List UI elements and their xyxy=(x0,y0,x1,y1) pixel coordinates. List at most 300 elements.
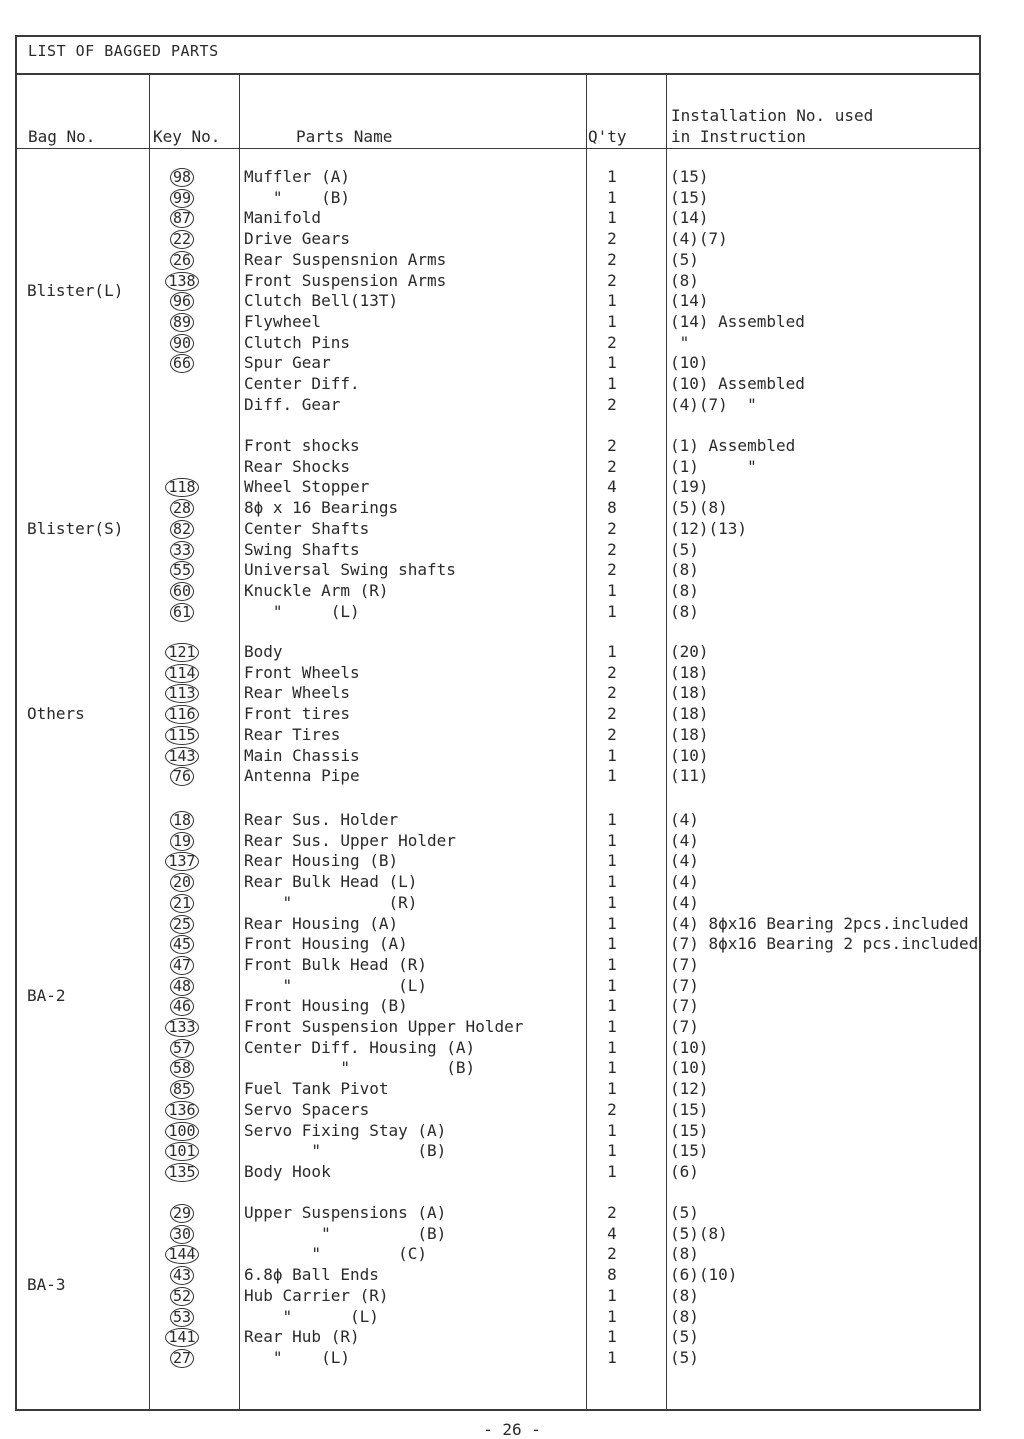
key-number: 46 xyxy=(170,997,194,1016)
key-number: 121 xyxy=(165,643,198,662)
key-number: 55 xyxy=(170,561,194,580)
quantity: 1 xyxy=(607,311,617,331)
header-parts-name: Parts Name xyxy=(296,127,393,146)
table-row xyxy=(0,893,1024,914)
part-name: Main Chassis xyxy=(244,745,360,765)
installation-no: (4)(7) xyxy=(670,229,728,249)
part-name: Body Hook xyxy=(244,1161,331,1181)
part-name: Rear Sus. Holder xyxy=(244,810,399,829)
quantity: 1 xyxy=(607,872,617,892)
part-name: Rear Wheels xyxy=(244,683,350,703)
table-row xyxy=(0,477,1024,498)
table-row xyxy=(0,746,1024,767)
table-row xyxy=(0,395,1024,416)
key-number-cell xyxy=(157,851,207,872)
installation-no: (10) xyxy=(670,1058,709,1078)
key-number: 114 xyxy=(165,664,198,683)
part-name: " (B) xyxy=(244,187,350,207)
table-row xyxy=(0,872,1024,893)
key-number: 90 xyxy=(170,334,194,353)
installation-no: (8) xyxy=(670,560,699,580)
title-divider xyxy=(15,73,981,75)
key-number-cell xyxy=(157,1307,207,1328)
quantity: 2 xyxy=(607,704,617,724)
table-row xyxy=(0,831,1024,852)
table-row xyxy=(0,1121,1024,1142)
key-number-cell xyxy=(157,831,207,852)
installation-no: (5) xyxy=(670,1203,699,1222)
header-qty: Q'ty xyxy=(588,127,627,146)
quantity: 2 xyxy=(607,683,617,703)
installation-no: (18) xyxy=(670,662,709,682)
quantity: 8 xyxy=(607,498,617,518)
key-number: 87 xyxy=(170,209,194,228)
installation-no: (7) xyxy=(670,954,699,974)
installation-no: (1) " xyxy=(670,456,757,476)
quantity: 2 xyxy=(607,518,617,538)
page-number: - 26 - xyxy=(483,1420,541,1439)
key-number: 27 xyxy=(170,1349,194,1368)
key-number-cell xyxy=(157,872,207,893)
part-name: Front tires xyxy=(244,704,350,724)
quantity: 1 xyxy=(607,913,617,933)
part-name: Wheel Stopper xyxy=(244,477,370,497)
quantity: 8 xyxy=(607,1265,617,1285)
key-number-cell xyxy=(157,271,207,292)
installation-no: (8) xyxy=(670,1285,699,1305)
key-number-cell xyxy=(157,519,207,540)
installation-no: (5) xyxy=(670,1347,699,1367)
key-number: 25 xyxy=(170,915,194,934)
key-number: 47 xyxy=(170,956,194,975)
quantity: 1 xyxy=(607,934,617,954)
key-number: 21 xyxy=(170,894,194,913)
table-row xyxy=(0,766,1024,787)
part-name: Diff. Gear xyxy=(244,394,341,414)
installation-no: (4) xyxy=(670,830,699,850)
table-row xyxy=(0,1286,1024,1307)
quantity: 2 xyxy=(607,1099,617,1119)
header-divider xyxy=(15,148,981,149)
quantity: 1 xyxy=(607,1141,617,1161)
table-row xyxy=(0,1038,1024,1059)
key-number: 135 xyxy=(165,1163,198,1182)
header-installation-line1: Installation No. used xyxy=(671,106,874,125)
table-row xyxy=(0,519,1024,540)
installation-no: (8) xyxy=(670,601,699,621)
installation-no: (19) xyxy=(670,477,709,497)
installation-no: (12) xyxy=(670,1079,709,1099)
key-number-cell xyxy=(157,1327,207,1348)
key-number: 26 xyxy=(170,251,194,270)
installation-no: (4) xyxy=(670,892,699,912)
key-number-cell xyxy=(157,250,207,271)
key-number: 82 xyxy=(170,520,194,539)
part-name: " (L) xyxy=(244,1347,350,1367)
key-number: 76 xyxy=(170,767,194,786)
part-name: " (L) xyxy=(244,975,428,995)
installation-no: (15) xyxy=(670,167,709,186)
table-row xyxy=(0,934,1024,955)
installation-no: (11) xyxy=(670,766,709,786)
installation-no: (8) xyxy=(670,270,699,290)
key-number-cell xyxy=(157,1079,207,1100)
part-name: Spur Gear xyxy=(244,353,331,373)
installation-no: (6)(10) xyxy=(670,1265,738,1285)
part-name: Clutch Bell(13T) xyxy=(244,291,399,311)
quantity: 2 xyxy=(607,662,617,682)
key-number-cell xyxy=(157,312,207,333)
quantity: 1 xyxy=(607,580,617,600)
part-name: Muffler (A) xyxy=(244,167,350,186)
key-number: 137 xyxy=(165,852,198,871)
part-name: Front Suspension Arms xyxy=(244,270,447,290)
part-name: Rear Shocks xyxy=(244,456,350,476)
quantity: 1 xyxy=(607,1327,617,1347)
quantity: 1 xyxy=(607,1347,617,1367)
key-number: 118 xyxy=(165,478,198,497)
part-name: Knuckle Arm (R) xyxy=(244,580,389,600)
installation-no: (5) xyxy=(670,249,699,269)
key-number-cell xyxy=(157,893,207,914)
installation-no: (7) xyxy=(670,996,699,1016)
installation-no: (6) xyxy=(670,1161,699,1181)
table-row xyxy=(0,229,1024,250)
quantity: 2 xyxy=(607,394,617,414)
quantity: 1 xyxy=(607,892,617,912)
key-number: 48 xyxy=(170,977,194,996)
table-row xyxy=(0,996,1024,1017)
key-number: 115 xyxy=(165,726,198,745)
part-name: Rear Housing (A) xyxy=(244,913,399,933)
part-name: Flywheel xyxy=(244,311,322,331)
part-name: Servo Fixing Stay (A) xyxy=(244,1120,447,1140)
table-row xyxy=(0,851,1024,872)
installation-no: (8) xyxy=(670,1306,699,1326)
installation-no: (8) xyxy=(670,1244,699,1264)
table-row xyxy=(0,1017,1024,1038)
table-row xyxy=(0,333,1024,354)
quantity: 1 xyxy=(607,187,617,207)
key-number-cell xyxy=(157,642,207,663)
installation-no: (4) xyxy=(670,872,699,892)
table-row xyxy=(0,436,1024,457)
key-number: 144 xyxy=(165,1245,198,1264)
part-name: " (B) xyxy=(244,1223,447,1243)
key-number-cell xyxy=(157,683,207,704)
part-name: " (L) xyxy=(244,1306,379,1326)
installation-no: (18) xyxy=(670,724,709,744)
part-name: Universal Swing shafts xyxy=(244,560,456,580)
table-row xyxy=(0,1162,1024,1183)
key-number: 52 xyxy=(170,1287,194,1306)
part-name: 8ϕ x 16 Bearings xyxy=(244,498,399,518)
header-key-no: Key No. xyxy=(153,127,221,146)
table-row xyxy=(0,642,1024,663)
quantity: 1 xyxy=(607,1037,617,1057)
part-name: Body xyxy=(244,642,283,661)
part-name: Upper Suspensions (A) xyxy=(244,1203,447,1222)
table-row xyxy=(0,1265,1024,1286)
quantity: 4 xyxy=(607,1223,617,1243)
installation-no: (8) xyxy=(670,580,699,600)
part-name: " (B) xyxy=(244,1058,476,1078)
key-number-cell xyxy=(157,663,207,684)
quantity: 1 xyxy=(607,374,617,393)
table-row xyxy=(0,725,1024,746)
key-number: 141 xyxy=(165,1328,198,1347)
table-row xyxy=(0,1058,1024,1079)
quantity: 2 xyxy=(607,560,617,580)
part-name: Rear Housing (B) xyxy=(244,851,399,871)
table-row xyxy=(0,1141,1024,1162)
key-number-cell xyxy=(157,1141,207,1162)
key-number: 43 xyxy=(170,1266,194,1285)
table-row xyxy=(0,167,1024,188)
key-number: 45 xyxy=(170,935,194,954)
installation-no: (10) xyxy=(670,1037,709,1057)
part-name: Clutch Pins xyxy=(244,332,350,352)
part-name: " (B) xyxy=(244,1141,447,1161)
table-row xyxy=(0,271,1024,292)
key-number: 22 xyxy=(170,230,194,249)
table-row xyxy=(0,208,1024,229)
quantity: 2 xyxy=(607,1244,617,1264)
installation-no: (5) xyxy=(670,1327,699,1347)
key-number: 136 xyxy=(165,1101,198,1120)
bag-label: BA-2 xyxy=(27,985,66,1005)
table-row xyxy=(0,1348,1024,1369)
installation-no: (18) xyxy=(670,683,709,703)
key-number-cell xyxy=(157,1058,207,1079)
key-number-cell xyxy=(157,810,207,831)
part-name: Front Bulk Head (R) xyxy=(244,954,428,974)
part-name: Front Housing (A) xyxy=(244,934,408,954)
key-number-cell xyxy=(157,167,207,188)
quantity: 1 xyxy=(607,954,617,974)
bag-label: BA-3 xyxy=(27,1275,66,1295)
table-row xyxy=(0,955,1024,976)
key-number-cell xyxy=(157,540,207,561)
table-row xyxy=(0,498,1024,519)
part-name: Rear Suspensnion Arms xyxy=(244,249,447,269)
key-number-cell xyxy=(157,602,207,623)
key-number: 57 xyxy=(170,1039,194,1058)
part-name: Rear Sus. Upper Holder xyxy=(244,830,456,850)
table-row xyxy=(0,1327,1024,1348)
key-number-cell xyxy=(157,498,207,519)
key-number-cell xyxy=(157,704,207,725)
quantity: 1 xyxy=(607,353,617,373)
table-row xyxy=(0,704,1024,725)
key-number-cell xyxy=(157,1017,207,1038)
quantity: 1 xyxy=(607,291,617,311)
part-name: Front Wheels xyxy=(244,662,360,682)
installation-no: (15) xyxy=(670,1120,709,1140)
table-row xyxy=(0,457,1024,478)
part-name: 6.8ϕ Ball Ends xyxy=(244,1265,379,1285)
table-row xyxy=(0,663,1024,684)
part-name: Center Diff. Housing (A) xyxy=(244,1037,476,1057)
key-number: 133 xyxy=(165,1018,198,1037)
key-number-cell xyxy=(157,1265,207,1286)
quantity: 2 xyxy=(607,332,617,352)
quantity: 1 xyxy=(607,996,617,1016)
part-name: Manifold xyxy=(244,208,322,228)
quantity: 1 xyxy=(607,1161,617,1181)
quantity: 1 xyxy=(607,601,617,621)
installation-no: " xyxy=(670,332,690,352)
quantity: 2 xyxy=(607,270,617,290)
key-number-cell xyxy=(157,1244,207,1265)
table-row xyxy=(0,1224,1024,1245)
part-name: Rear Hub (R) xyxy=(244,1327,360,1347)
key-number: 28 xyxy=(170,499,194,518)
installation-no: (20) xyxy=(670,642,709,661)
part-name: Antenna Pipe xyxy=(244,766,360,786)
installation-no: (14) xyxy=(670,208,709,228)
page-title: LIST OF BAGGED PARTS xyxy=(28,42,219,60)
table-row xyxy=(0,1307,1024,1328)
part-name: Front Suspension Upper Holder xyxy=(244,1017,524,1036)
bag-label: Blister(L) xyxy=(27,280,124,300)
quantity: 1 xyxy=(607,1285,617,1305)
installation-no: (7) xyxy=(670,1017,699,1036)
quantity: 1 xyxy=(607,167,617,186)
installation-no: (4) xyxy=(670,851,699,871)
key-number-cell xyxy=(157,934,207,955)
installation-no: (15) xyxy=(670,1099,709,1119)
quantity: 1 xyxy=(607,851,617,871)
key-number: 33 xyxy=(170,541,194,560)
installation-no: (15) xyxy=(670,187,709,207)
key-number: 96 xyxy=(170,292,194,311)
bag-label: Blister(S) xyxy=(27,518,124,538)
key-number-cell xyxy=(157,746,207,767)
key-number: 138 xyxy=(165,272,198,291)
quantity: 2 xyxy=(607,1203,617,1222)
quantity: 1 xyxy=(607,975,617,995)
key-number-cell xyxy=(157,1038,207,1059)
installation-no: (5)(8) xyxy=(670,498,728,518)
key-number: 19 xyxy=(170,832,194,851)
key-number: 89 xyxy=(170,313,194,332)
part-name: Rear Tires xyxy=(244,724,341,744)
key-number-cell xyxy=(157,1162,207,1183)
part-name: Hub Carrier (R) xyxy=(244,1285,389,1305)
quantity: 1 xyxy=(607,766,617,786)
key-number: 20 xyxy=(170,873,194,892)
quantity: 4 xyxy=(607,477,617,497)
key-number: 101 xyxy=(165,1142,198,1161)
key-number-cell xyxy=(157,766,207,787)
key-number: 53 xyxy=(170,1308,194,1327)
quantity: 1 xyxy=(607,1079,617,1099)
key-number-cell xyxy=(157,1203,207,1224)
part-name: Rear Bulk Head (L) xyxy=(244,872,418,892)
key-number: 85 xyxy=(170,1080,194,1099)
part-name: Fuel Tank Pivot xyxy=(244,1079,389,1099)
key-number: 99 xyxy=(170,189,194,208)
key-number-cell xyxy=(157,560,207,581)
key-number-cell xyxy=(157,914,207,935)
part-name: Front shocks xyxy=(244,436,360,455)
part-name: Swing Shafts xyxy=(244,539,360,559)
quantity: 2 xyxy=(607,436,617,455)
table-row xyxy=(0,374,1024,395)
table-row xyxy=(0,312,1024,333)
installation-no: (10) xyxy=(670,745,709,765)
key-number: 100 xyxy=(165,1122,198,1141)
installation-no: (12)(13) xyxy=(670,518,748,538)
header-bag-no: Bag No. xyxy=(28,127,96,146)
table-row xyxy=(0,914,1024,935)
key-number: 18 xyxy=(170,811,194,830)
part-name: Center Diff. xyxy=(244,374,360,393)
table-row xyxy=(0,188,1024,209)
header-installation-line2: in Instruction xyxy=(671,127,806,146)
installation-no: (18) xyxy=(670,704,709,724)
installation-no: (4) 8ϕx16 Bearing 2pcs.included xyxy=(670,913,969,933)
key-number-cell xyxy=(157,725,207,746)
key-number: 30 xyxy=(170,1225,194,1244)
key-number-cell xyxy=(157,996,207,1017)
key-number: 60 xyxy=(170,582,194,601)
table-row xyxy=(0,560,1024,581)
table-row xyxy=(0,250,1024,271)
quantity: 2 xyxy=(607,539,617,559)
key-number: 29 xyxy=(170,1204,194,1223)
installation-no: (7) 8ϕx16 Bearing 2 pcs.included xyxy=(670,934,979,954)
table-row xyxy=(0,1079,1024,1100)
quantity: 1 xyxy=(607,810,617,829)
key-number-cell xyxy=(157,291,207,312)
quantity: 1 xyxy=(607,1058,617,1078)
key-number-cell xyxy=(157,208,207,229)
key-number: 113 xyxy=(165,684,198,703)
part-name: " (L) xyxy=(244,601,360,621)
quantity: 2 xyxy=(607,249,617,269)
table-row xyxy=(0,291,1024,312)
installation-no: (15) xyxy=(670,1141,709,1161)
installation-no: (4)(7) " xyxy=(670,394,757,414)
installation-no: (5)(8) xyxy=(670,1223,728,1243)
key-number-cell xyxy=(157,976,207,997)
key-number: 98 xyxy=(170,168,194,187)
quantity: 1 xyxy=(607,745,617,765)
bag-label: Others xyxy=(27,704,85,724)
key-number-cell xyxy=(157,1286,207,1307)
installation-no: (1) Assembled xyxy=(670,436,796,455)
installation-no: (14) Assembled xyxy=(670,311,805,331)
quantity: 1 xyxy=(607,1017,617,1036)
quantity: 2 xyxy=(607,456,617,476)
table-row xyxy=(0,1100,1024,1121)
part-name: " (R) xyxy=(244,892,418,912)
installation-no: (5) xyxy=(670,539,699,559)
quantity: 1 xyxy=(607,830,617,850)
table-row xyxy=(0,976,1024,997)
key-number-cell xyxy=(157,1224,207,1245)
key-number-cell xyxy=(157,1121,207,1142)
key-number: 58 xyxy=(170,1059,194,1078)
part-name: Center Shafts xyxy=(244,518,370,538)
table-row xyxy=(0,1203,1024,1224)
part-name: Front Housing (B) xyxy=(244,996,408,1016)
part-name: " (C) xyxy=(244,1244,428,1264)
table-row xyxy=(0,353,1024,374)
table-row xyxy=(0,810,1024,831)
